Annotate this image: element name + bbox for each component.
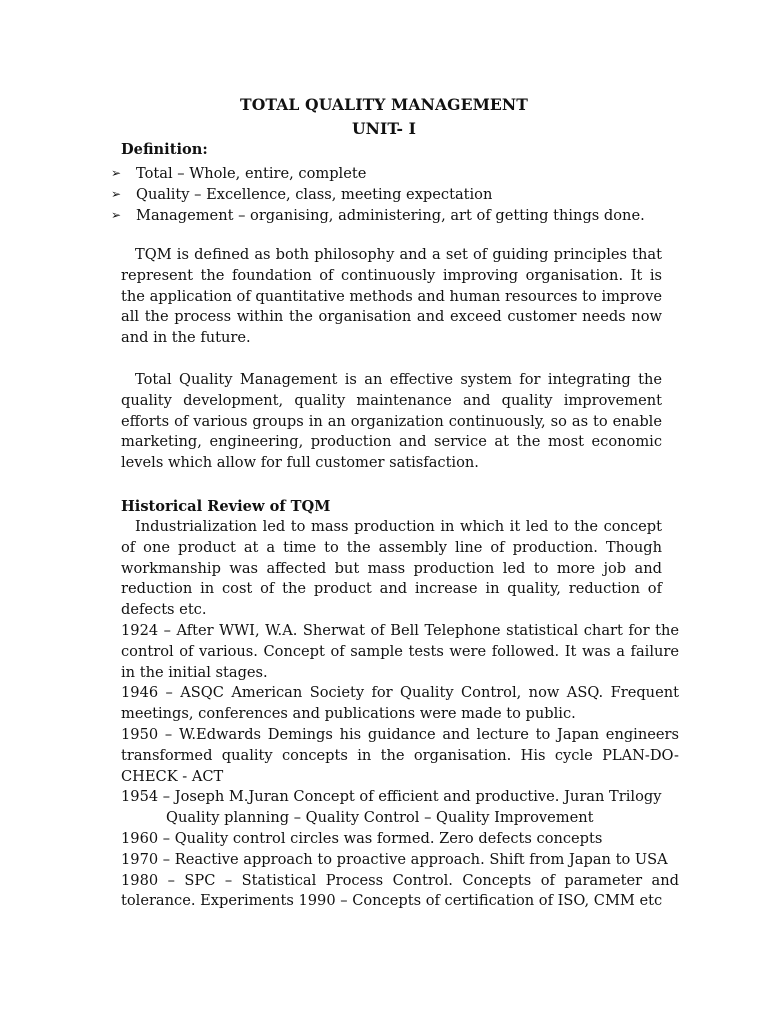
definition-text: Total – Whole, entire, complete — [136, 165, 367, 182]
timeline-entry: 1980 – SPC – Statistical Process Control. Concepts of parameter and tolerance. Experiments 1990 – Concepts of certification of ISO, CMM etc — [121, 871, 679, 910]
timeline-entry: 1954 – Joseph M.Juran Concept of efficient and productive. Juran Trilogy — [121, 788, 662, 806]
document-title: TOTAL QUALITY MANAGEMENT — [240, 95, 528, 114]
timeline-entry: 1970 – Reactive approach to proactive approach. Shift from Japan to USA — [121, 850, 668, 868]
arrow-bullet-icon: ➢ — [111, 187, 122, 201]
definition-heading: Definition: — [121, 141, 208, 158]
unit-title: UNIT- I — [351, 119, 417, 138]
history-heading: Historical Review of TQM — [121, 498, 331, 515]
tqm-system-paragraph: Total Quality Management is an effective system for integrating the quality development, quality maintenance and quality improvement efforts of various groups in an organization continuously, so as to enable marketing, engineering, production and service at the most economic levels which allow for full customer satisfaction. — [121, 371, 662, 472]
timeline-entry: 1950 – W.Edwards Demings his guidance and lecture to Japan engineers transformed quality concepts in the organisation. His cycle PLAN-DO-CHECK - ACT — [121, 725, 679, 785]
definition-text: Management – organising, administering, art of getting things done. — [136, 207, 645, 224]
juran-trilogy-subline: Quality planning – Quality Control – Quality Improvement — [166, 809, 594, 827]
timeline-entry: 1960 – Quality control circles was formed. Zero defects concepts — [121, 829, 603, 847]
arrow-bullet-icon: ➢ — [111, 166, 122, 180]
timeline-entry: 1946 – ASQC American Society for Quality Control, now ASQ. Frequent meetings, conferences and publications were made to public. — [121, 684, 679, 723]
history-timeline — [121, 621, 679, 912]
timeline-entry: 1924 – After WWI, W.A. Sherwat of Bell Telephone statistical chart for the control of various. Concept of sample tests were followed. It was a failure in the initial stages. — [121, 622, 679, 681]
tqm-definition-paragraph: TQM is defined as both philosophy and a set of guiding principles that represent the foundation of continuously improving organisation. It is the application of quantitative methods and human resources to improve all the process within the organisation and exceed customer needs now and in the future. — [121, 246, 662, 347]
arrow-bullet-icon: ➢ — [111, 208, 122, 222]
definition-text: Quality – Excellence, class, meeting expectation — [136, 186, 493, 203]
history-intro-paragraph: Industrialization led to mass production in which it led to the concept of one product at a time to the assembly line of production. Though workmanship was affected but mass production led to more job and reduction in cost of the product and increase in quality, reduction of defects etc. — [121, 518, 662, 619]
